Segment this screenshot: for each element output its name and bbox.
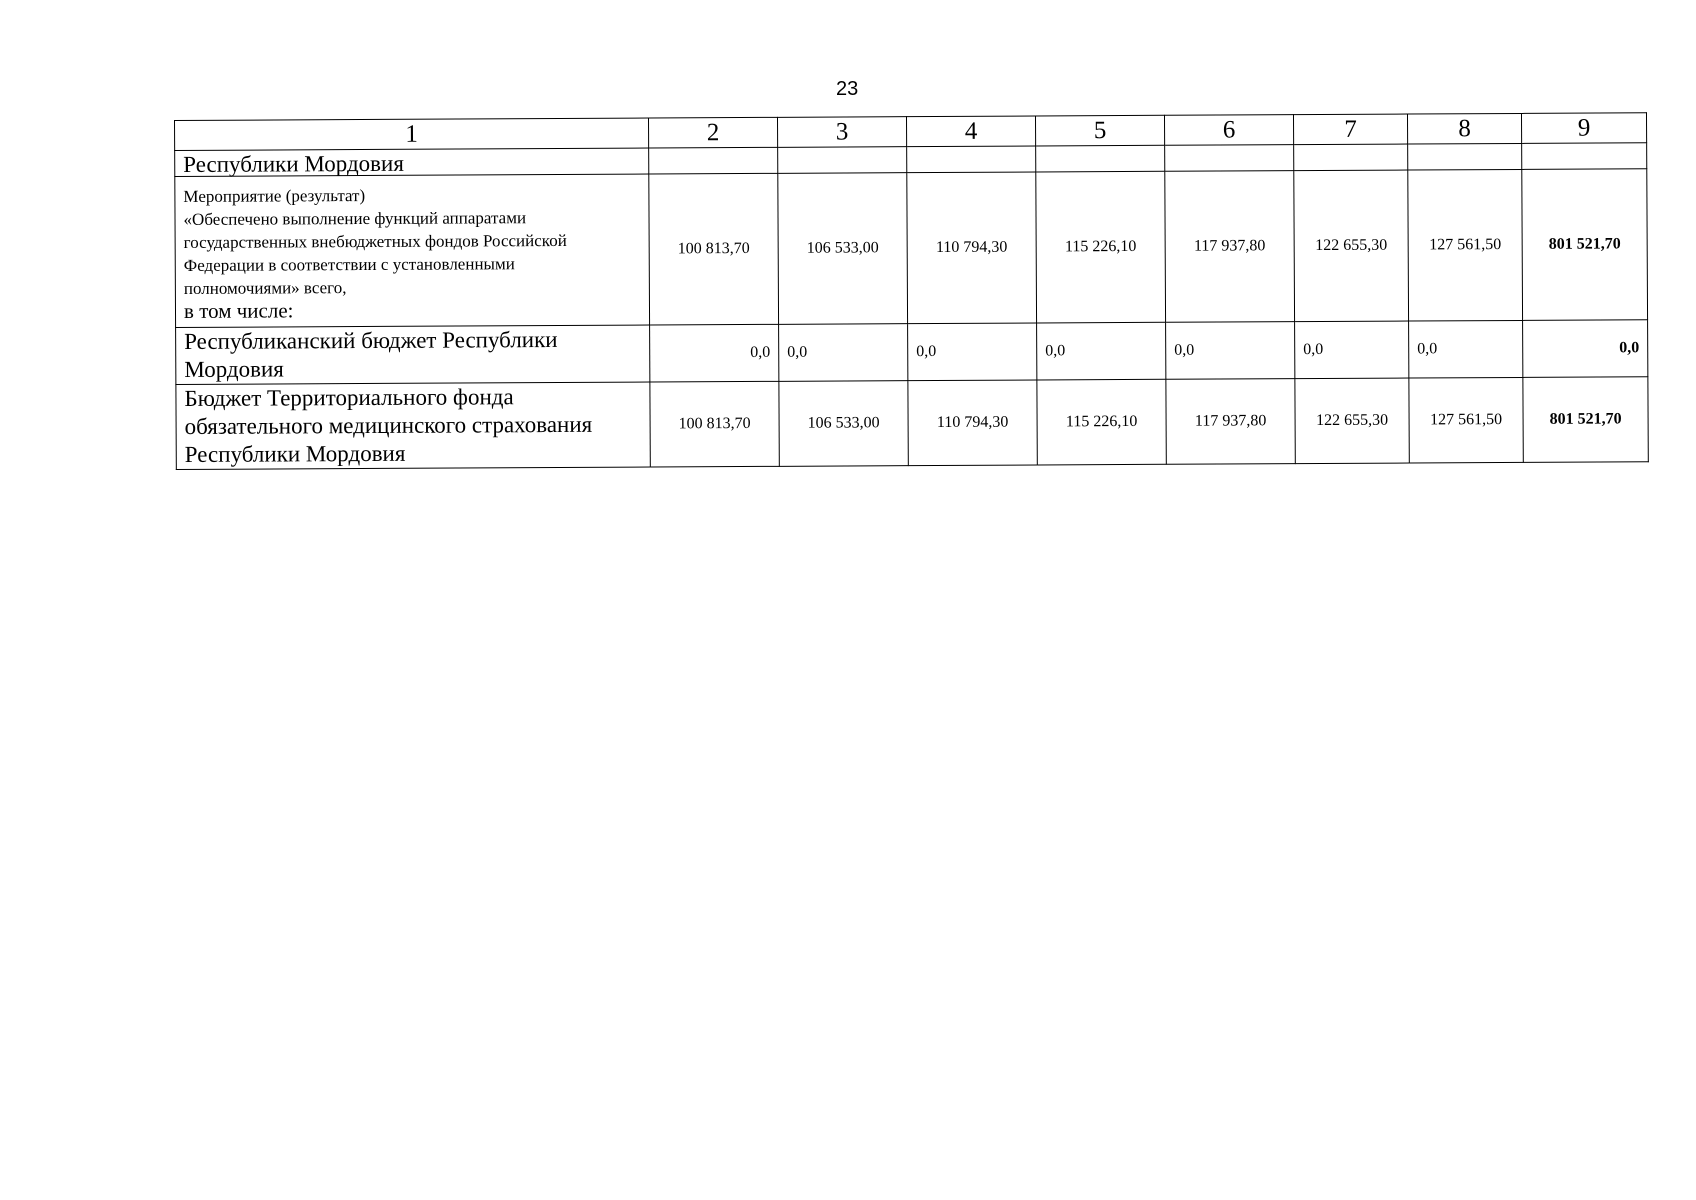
table-cell	[1036, 145, 1165, 172]
column-header: 9	[1521, 113, 1646, 144]
table-cell: 106 533,00	[778, 173, 908, 325]
table-cell: 0,0	[1295, 321, 1409, 379]
row-name-line: Федерации в соответствии с установленными	[183, 254, 515, 275]
table-cell: 117 937,80	[1166, 379, 1295, 465]
row-name	[176, 382, 650, 469]
row-name	[176, 325, 650, 384]
table-cell: 0,0	[908, 323, 1037, 381]
table-cell: 127 561,50	[1408, 169, 1523, 321]
row-name	[175, 148, 649, 176]
column-header: 5	[1035, 115, 1164, 146]
table-cell: 110 794,30	[907, 172, 1037, 324]
table-cell	[907, 146, 1036, 173]
table-cell: 0,0	[1037, 322, 1166, 380]
table-cell	[1294, 144, 1408, 171]
table-cell	[1408, 143, 1522, 170]
table-cell: 122 655,30	[1294, 170, 1409, 322]
table-cell: 122 655,30	[1295, 378, 1409, 464]
row-name-line: Мордовия	[184, 356, 284, 382]
row-name-line: Республики Мордовия	[183, 150, 404, 177]
table-cell: 115 226,10	[1037, 379, 1166, 465]
table-cell: 100 813,70	[649, 173, 779, 325]
table-cell	[1165, 145, 1294, 172]
row-name-line: Мероприятие (результат)	[183, 186, 366, 206]
page-number: 23	[836, 78, 859, 100]
table-cell-total: 801 521,70	[1523, 377, 1648, 463]
row-name	[175, 174, 650, 327]
table-cell: 117 937,80	[1165, 171, 1295, 323]
column-header: 2	[648, 117, 777, 148]
row-name-line: полномочиями» всего,	[183, 278, 347, 298]
table-row	[176, 320, 1648, 385]
table-cell	[1522, 143, 1647, 170]
table-row	[176, 377, 1648, 470]
table-cell: 106 533,00	[779, 381, 908, 467]
row-name-line: обязательного медицинского страхования	[184, 411, 593, 439]
table-cell-total: 0,0	[1523, 320, 1648, 378]
column-header: 6	[1164, 115, 1293, 146]
table-cell: 0,0	[779, 324, 908, 382]
table-cell-total: 801 521,70	[1522, 169, 1648, 321]
table-cell: 0,0	[1409, 320, 1523, 378]
table-cell: 100 813,70	[650, 381, 779, 467]
row-name-line: Республиканский бюджет Республики	[184, 326, 558, 354]
column-header: 8	[1407, 113, 1521, 144]
table-cell: 0,0	[1166, 322, 1295, 380]
table-cell	[778, 147, 907, 174]
column-header: 7	[1293, 114, 1407, 145]
table-cell: 115 226,10	[1036, 171, 1166, 323]
row-name-line: государственных внебюджетных фондов Российской	[183, 230, 567, 252]
column-header: 3	[777, 117, 906, 148]
row-name-line: «Обеспечено выполнение функций аппаратами	[183, 208, 527, 229]
table-row	[175, 169, 1648, 328]
row-name-line: в том числе:	[183, 298, 294, 323]
table-cell: 0,0	[650, 324, 779, 382]
column-header: 4	[906, 116, 1035, 147]
table-cell: 127 561,50	[1409, 377, 1523, 463]
column-header: 1	[175, 118, 649, 150]
row-name-line: Бюджет Территориального фонда	[184, 384, 514, 411]
table-cell: 110 794,30	[908, 380, 1037, 466]
table-cell	[649, 147, 778, 174]
budget-table	[174, 112, 1649, 470]
row-name-line: Республики Мордовия	[184, 440, 406, 467]
